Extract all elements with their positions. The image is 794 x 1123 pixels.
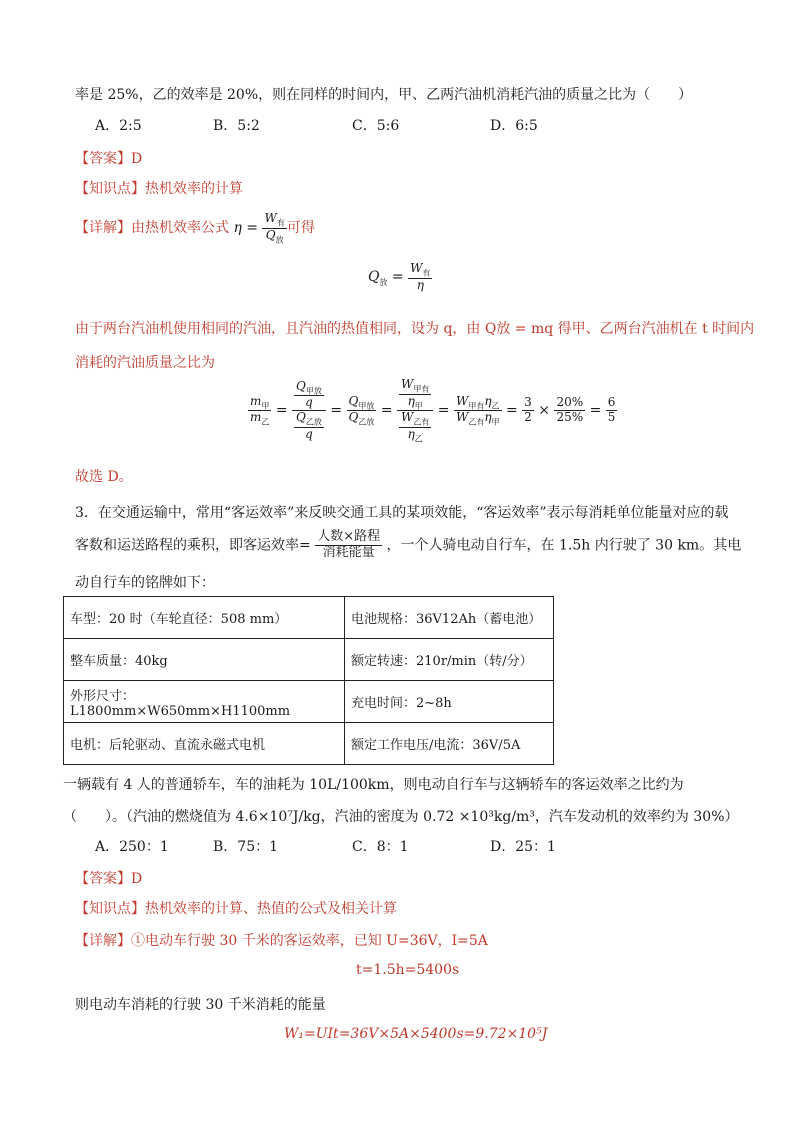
table-cell: 电池规格：36V12Ah（蓄电池） xyxy=(345,597,554,639)
table-row xyxy=(64,681,554,723)
kp-value: 热机效率的计算、热值的公式及相关计算 xyxy=(145,901,397,917)
q3-line1: 3．在交通运输中，常用“客运效率”来反映交通工具的某项效能，“客运效率”表示每消耗单位能量对应的载 xyxy=(75,505,729,521)
passenger-efficiency-fraction xyxy=(315,530,382,561)
heat-formula: $Q_放$ = $\frac{W_有}{\eta}$ xyxy=(368,261,431,292)
table-cell: 额定工作电压/电流：36V/5A xyxy=(345,723,554,765)
q3-option-d: D．25：1 xyxy=(490,839,556,855)
answer-tag: 【答案】 xyxy=(75,151,131,167)
fraction-numerator: 人数×路程 xyxy=(317,529,381,544)
kp-value: 热机效率的计算 xyxy=(145,181,243,197)
detail-lead: 由热机效率公式 xyxy=(131,220,229,237)
kp-tag: 【知识点】 xyxy=(75,181,145,197)
mass-ratio-formula: $\frac{m_甲}{m_乙}$ = $\frac{\frac{Q_{甲放}}{q}}{\frac{Q_{乙放}}{q}}$ = $\frac{Q_{甲放}}{Q_{乙放}}$ = $\frac{\frac{W_{甲有}}{\eta_甲}}{\frac{W_{乙有}}{\eta_乙}}$ = $\frac{W_{甲有}\eta_乙}{W_{乙有}\eta_甲}$ = $\frac{3}{2}$ × $\frac{20\%}{25\%}$ = $\frac{6}{5}$ xyxy=(250,377,616,444)
detail-end: 可得 xyxy=(286,220,315,237)
q2-conclusion: 故选 D。 xyxy=(75,469,133,485)
q3-detail2: 则电动车消耗的行驶 30 千米消耗的能量 xyxy=(75,997,326,1013)
time-equation: t=1.5h=5400s xyxy=(356,962,460,978)
q3-option-c: C．8：1 xyxy=(352,839,409,855)
table-cell: 整车质量：40kg xyxy=(64,639,345,681)
q3-knowledge-point xyxy=(75,898,397,918)
q3-after1: 一辆载有 4 人的普通轿车，车的油耗为 10L/100km，则电动自行车与这辆轿车的客运效率之比约为 xyxy=(63,777,684,793)
efficiency-formula: η = $\frac{W_有}{Q_放}$ xyxy=(233,211,285,244)
energy-equation: W₁=UIt=36V×5A×5400s=9.72×10⁵J xyxy=(284,1026,548,1042)
kp-tag: 【知识点】 xyxy=(75,901,145,917)
fraction-denominator: 消耗能量 xyxy=(322,544,375,560)
q3-line3: 动自行车的铭牌如下： xyxy=(75,575,215,591)
q2-stem: 率是 25%，乙的效率是 20%，则在同样的时间内，甲、乙两汽油机消耗汽油的质量之比为（ ） xyxy=(75,87,693,103)
q3-detail-line xyxy=(75,930,488,950)
q3-option-a: A．250：1 xyxy=(95,839,169,855)
table-cell: 充电时间：2~8h xyxy=(345,681,554,723)
table-cell: 电机：后轮驱动、直流永磁式电机 xyxy=(64,723,345,765)
answer-value: D xyxy=(131,151,143,167)
detail-tag: 【详解】 xyxy=(75,933,131,949)
table-row xyxy=(64,639,554,681)
q2-option-a: A．2:5 xyxy=(95,118,142,134)
answer-value: D xyxy=(131,871,143,887)
bike-spec-table xyxy=(63,596,554,765)
q3-option-b: B．75：1 xyxy=(213,839,279,855)
q2-option-d: D．6:5 xyxy=(490,118,538,134)
q3-answer xyxy=(75,868,142,888)
q2-answer xyxy=(75,148,142,168)
table-cell: 车型：20 时（车轮直径：508 mm） xyxy=(64,597,345,639)
q2-knowledge-point xyxy=(75,178,243,198)
table-cell: 外形尺寸：L1800mm×W650mm×H1100mm xyxy=(64,681,345,723)
table-cell: 额定转速：210r/min（转/分） xyxy=(345,639,554,681)
q2-option-b: B．5:2 xyxy=(213,118,260,134)
q3-line2 xyxy=(75,530,741,561)
table-row xyxy=(64,723,554,765)
q2-para1: 由于两台汽油机使用相同的汽油，且汽油的热值相同，设为 q，由 Q放 = mq 得甲、乙两台汽油机在 t 时间内 xyxy=(75,321,755,337)
q3-after2: （ ）。（汽油的燃烧值为 4.6×10⁷J/kg，汽油的密度为 0.72 ×10³kg/m³，汽车发动机的效率约为 30%） xyxy=(63,809,739,825)
q2-para2: 消耗的汽油质量之比为 xyxy=(75,355,215,371)
answer-tag: 【答案】 xyxy=(75,871,131,887)
q2-detail-line xyxy=(75,212,315,244)
q3-line2-b: ，一个人骑电动自行车，在 1.5h 内行驶了 30 km。其电 xyxy=(386,537,742,554)
table-row xyxy=(64,597,554,639)
detail-body: ①电动车行驶 30 千米的客运效率，已知 U=36V，I=5A xyxy=(131,933,488,949)
detail-tag: 【详解】 xyxy=(75,220,131,237)
q2-option-c: C．5:6 xyxy=(352,118,400,134)
q3-line2-a: 客数和运送路程的乘积，即客运效率= xyxy=(75,537,311,554)
